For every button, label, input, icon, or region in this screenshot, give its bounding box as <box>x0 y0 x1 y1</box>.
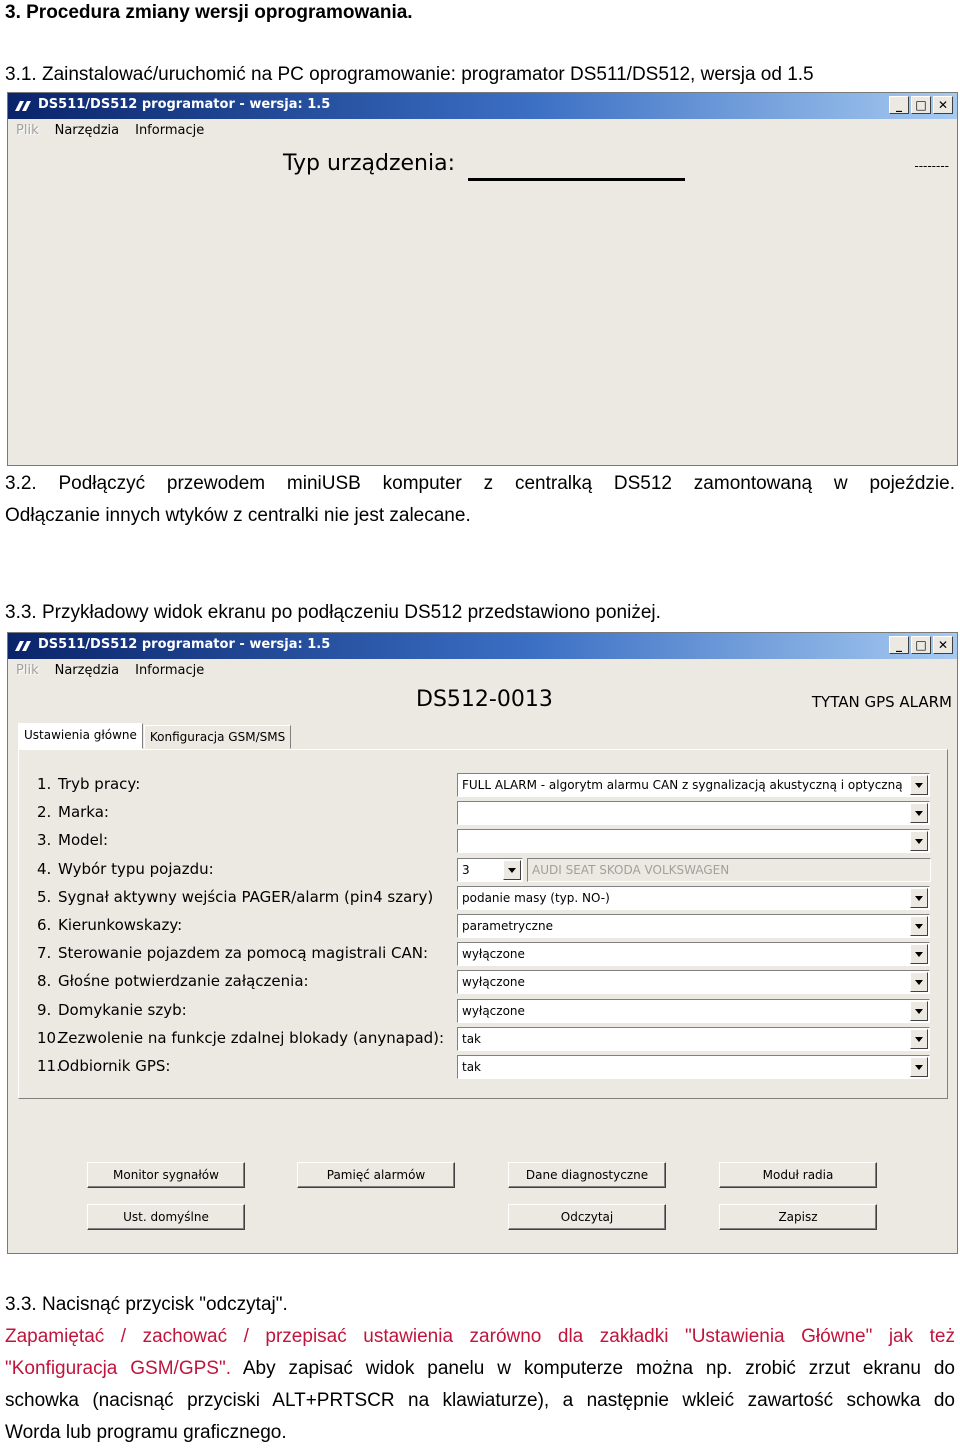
setting-row <box>37 1001 187 1025</box>
row-number: 6. <box>37 916 52 934</box>
title-bar <box>8 633 957 659</box>
menu-plik[interactable]: Plik <box>16 123 39 138</box>
work-mode-select[interactable] <box>457 773 930 797</box>
row-label: Sygnał aktywny wejścia PAGER/alarm (pin4 szary) <box>58 888 434 906</box>
select-value: 3 <box>462 863 470 877</box>
row-number: 11. <box>37 1057 61 1075</box>
brand-select[interactable] <box>457 801 930 825</box>
row-number: 7. <box>37 944 52 962</box>
menu-narzedzia[interactable]: Narzędzia <box>54 663 120 678</box>
maximize-icon[interactable]: □ <box>911 96 931 114</box>
instruction-line-3: Worda lub programu graficznego. <box>5 1422 287 1443</box>
close-icon[interactable]: ✕ <box>933 96 953 114</box>
chevron-down-icon[interactable] <box>910 1057 928 1077</box>
menu-informacje[interactable]: Informacje <box>135 123 205 138</box>
row-number: 2. <box>37 803 52 821</box>
row-label: Model: <box>58 831 109 849</box>
instruction-text: Aby zapisać widok panelu w komputerze można np. zrobić zrzut ekranu do <box>230 1358 956 1379</box>
chevron-down-icon[interactable] <box>910 1029 928 1049</box>
defaults-button[interactable]: Ust. domyślne <box>87 1204 245 1230</box>
minimize-icon[interactable]: _ <box>889 636 909 654</box>
select-value: wyłączone <box>462 1004 525 1018</box>
select-value: parametryczne <box>462 919 553 933</box>
chevron-down-icon[interactable] <box>910 944 928 964</box>
select-value: podanie masy (typ. NO-) <box>462 891 610 905</box>
menu-informacje[interactable]: Informacje <box>135 663 205 678</box>
step-3-2: 3.2. Podłączyć przewodem miniUSB komputer z centralką DS512 zamontowaną w pojeździe. <box>5 473 955 494</box>
row-number: 9. <box>37 1001 52 1019</box>
menu-bar <box>8 119 957 145</box>
can-control-select[interactable] <box>457 942 930 966</box>
menu-bar <box>8 659 957 685</box>
radio-module-button[interactable]: Moduł radia <box>719 1162 877 1188</box>
tab-strip <box>18 725 292 749</box>
section-heading: 3. Procedura zmiany wersji oprogramowania. <box>5 2 413 23</box>
device-status-placeholder: -------- <box>914 159 949 173</box>
gsm-tab-reference: "Konfiguracja GSM/GPS". <box>5 1358 231 1379</box>
vehicle-type-description <box>527 858 931 882</box>
app-logo-icon <box>14 639 32 653</box>
device-id: DS512-0013 <box>416 687 553 712</box>
row-label: Marka: <box>58 803 109 821</box>
menu-narzedzia[interactable]: Narzędzia <box>54 123 120 138</box>
vehicle-type-text: AUDI SEAT SKODA VOLKSWAGEN <box>532 863 730 877</box>
tab-main-settings[interactable]: Ustawienia główne <box>18 723 143 749</box>
row-label: Zezwolenie na funkcje zdalnej blokady (anynapad): <box>58 1029 445 1047</box>
instruction-line <box>5 1353 955 1385</box>
tab-gsm-sms[interactable]: Konfiguracja GSM/SMS <box>144 725 291 749</box>
setting-row <box>37 972 309 996</box>
device-type-underline <box>468 178 685 181</box>
select-value: wyłączone <box>462 975 525 989</box>
row-label: Odbiornik GPS: <box>58 1057 171 1075</box>
chevron-down-icon[interactable] <box>910 916 928 936</box>
remote-block-select[interactable] <box>457 1027 930 1051</box>
row-number: 10. <box>37 1029 61 1047</box>
alarm-memory-button[interactable]: Pamięć alarmów <box>297 1162 455 1188</box>
window-title: DS511/DS512 programator - wersja: 1.5 <box>38 637 331 652</box>
row-label: Kierunkowskazy: <box>58 916 183 934</box>
row-label: Domykanie szyb: <box>58 1001 187 1019</box>
setting-row <box>37 916 182 940</box>
step-3-3-read: 3.3. Nacisnąć przycisk "odczytaj". <box>5 1294 288 1315</box>
diagnostic-data-button[interactable]: Dane diagnostyczne <box>508 1162 666 1188</box>
row-number: 1. <box>37 775 52 793</box>
row-number: 5. <box>37 888 52 906</box>
menu-plik[interactable]: Plik <box>16 663 39 678</box>
row-number: 4. <box>37 860 52 878</box>
row-label: Wybór typu pojazdu: <box>58 860 214 878</box>
programmer-window-connected <box>7 632 958 1254</box>
chevron-down-icon[interactable] <box>910 803 928 823</box>
select-value: wyłączone <box>462 947 525 961</box>
warning-line: Zapamiętać / zachować / przepisać ustawienia zarówno dla zakładki "Ustawienia Główne" jak też <box>5 1326 955 1347</box>
vehicle-type-select[interactable] <box>457 858 523 882</box>
settings-panel <box>18 749 948 1099</box>
chevron-down-icon[interactable] <box>910 775 928 795</box>
select-value: tak <box>462 1032 482 1046</box>
window-title: DS511/DS512 programator - wersja: 1.5 <box>38 97 331 112</box>
turn-signals-select[interactable] <box>457 914 930 938</box>
setting-row <box>37 888 433 912</box>
step-3-3: 3.3. Przykładowy widok ekranu po podłączeniu DS512 przedstawiono poniżej. <box>5 602 661 623</box>
close-icon[interactable]: ✕ <box>933 636 953 654</box>
setting-row <box>37 775 140 799</box>
app-logo-icon <box>14 99 32 113</box>
chevron-down-icon[interactable] <box>503 860 521 880</box>
title-bar <box>8 93 957 119</box>
setting-row <box>37 803 109 827</box>
chevron-down-icon[interactable] <box>910 1001 928 1021</box>
row-label: Głośne potwierdzanie załączenia: <box>58 972 309 990</box>
loud-confirm-select[interactable] <box>457 970 930 994</box>
gps-receiver-select[interactable] <box>457 1055 930 1079</box>
device-type-label: Typ urządzenia: <box>283 151 456 176</box>
maximize-icon[interactable]: □ <box>911 636 931 654</box>
setting-row <box>37 1029 444 1053</box>
read-button[interactable]: Odczytaj <box>508 1204 666 1230</box>
instruction-line-2: schowka (nacisnąć przyciski ALT+PRTSCR na klawiaturze), a następnie wkleić zawartość schowka do <box>5 1390 955 1411</box>
setting-row <box>37 1057 170 1081</box>
select-value: tak <box>462 1060 482 1074</box>
step-3-2-note: Odłączanie innych wtyków z centralki nie jest zalecane. <box>5 505 471 526</box>
row-label: Sterowanie pojazdem za pomocą magistrali CAN: <box>58 944 429 962</box>
chevron-down-icon[interactable] <box>910 888 928 908</box>
row-number: 8. <box>37 972 52 990</box>
row-label: Tryb pracy: <box>58 775 141 793</box>
save-button[interactable]: Zapisz <box>719 1204 877 1230</box>
device-name: TYTAN GPS ALARM <box>811 693 952 711</box>
model-select[interactable] <box>457 829 930 853</box>
chevron-down-icon[interactable] <box>910 972 928 992</box>
setting-row <box>37 831 108 855</box>
signal-monitor-button[interactable]: Monitor sygnałów <box>87 1162 245 1188</box>
step-3-1: 3.1. Zainstalować/uruchomić na PC oprogramowanie: programator DS511/DS512, wersja od 1.5 <box>5 64 814 85</box>
pager-signal-select[interactable] <box>457 886 930 910</box>
programmer-window-empty <box>7 92 958 466</box>
minimize-icon[interactable]: _ <box>889 96 909 114</box>
window-closing-select[interactable] <box>457 999 930 1023</box>
row-number: 3. <box>37 831 52 849</box>
setting-row <box>37 860 214 884</box>
setting-row <box>37 944 428 968</box>
chevron-down-icon[interactable] <box>910 831 928 851</box>
select-value: FULL ALARM - algorytm alarmu CAN z sygnalizacją akustyczną i optyczną <box>462 778 903 792</box>
